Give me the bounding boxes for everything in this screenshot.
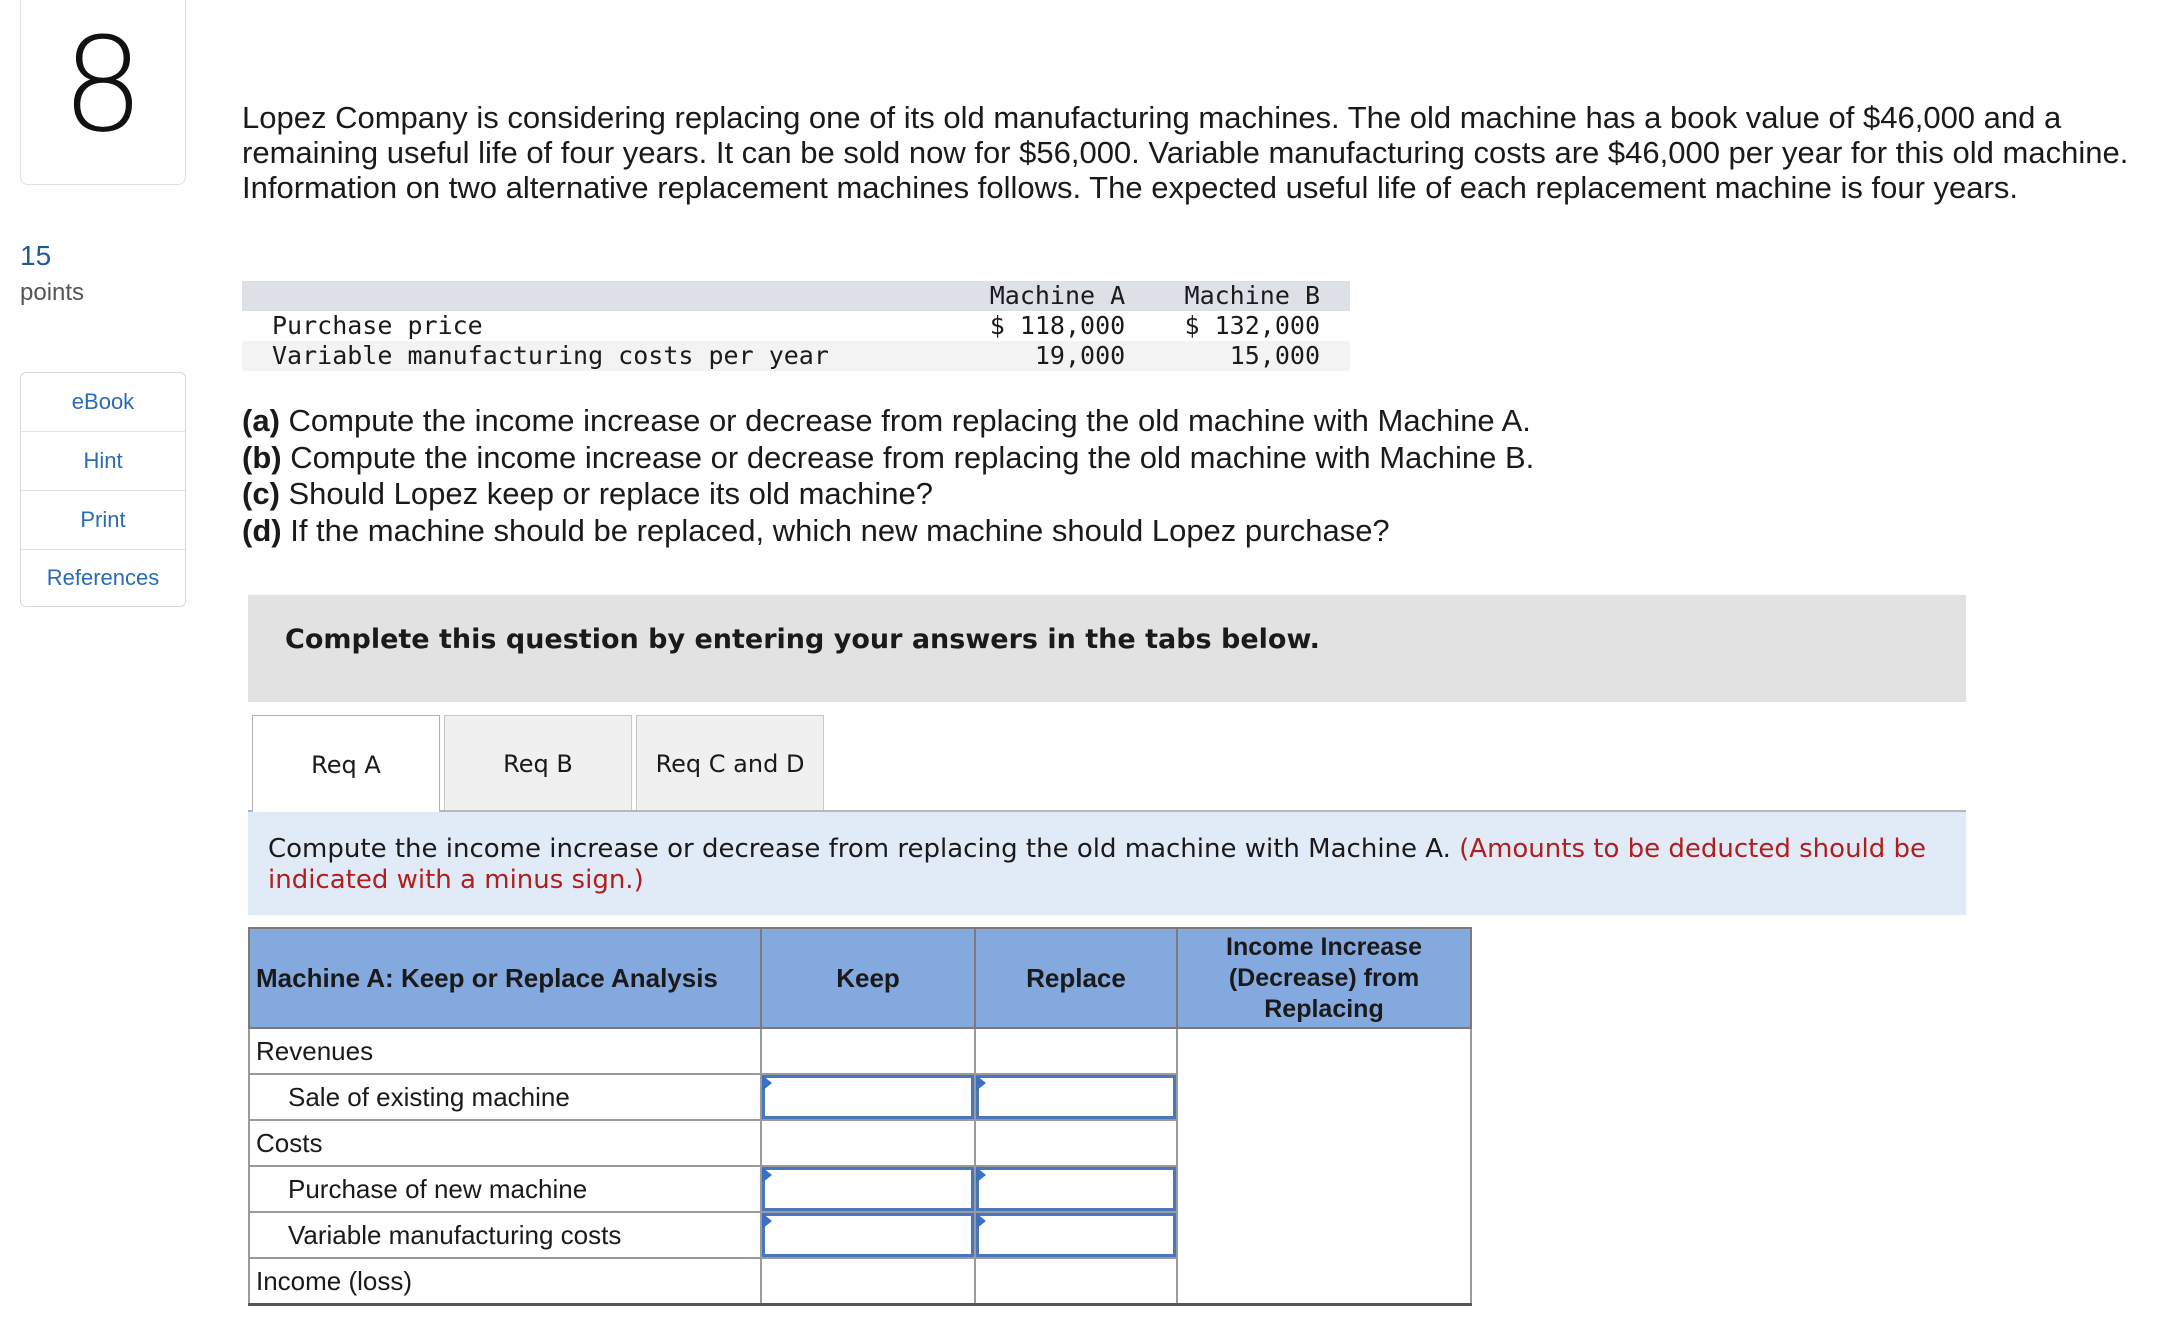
question-number: 8 (61, 8, 145, 161)
points-label: points (20, 279, 85, 306)
keep-cell (761, 1212, 975, 1258)
keep-replace-table (248, 927, 1472, 1306)
requirement-a (242, 403, 1534, 440)
requirement-text: Should Lopez keep or replace its old machine? (279, 476, 934, 511)
replace-cell (975, 1120, 1177, 1166)
instruction-paragraph (268, 834, 1958, 896)
ebook-link[interactable]: eBook (21, 373, 185, 432)
input-marker-icon (976, 1213, 986, 1229)
question-number-box (20, 0, 186, 185)
keep-cell (761, 1166, 975, 1212)
requirement-b (242, 440, 1534, 477)
row-label: Purchase of new machine (249, 1166, 761, 1212)
replace-column-header: Replace (975, 928, 1177, 1028)
requirement-text: If the machine should be replaced, which new machine should Lopez purchase? (281, 512, 1390, 548)
given-row-purchase-price (242, 311, 1350, 341)
requirement-tag: (d) (242, 512, 282, 548)
given-machine-a-value: $ 118,000 (989, 311, 1126, 340)
tab-req-c-and-d[interactable]: Req C and D (636, 715, 824, 811)
tab-instruction (248, 812, 1966, 915)
keep-cell (761, 1028, 975, 1074)
problem-statement: Lopez Company is considering replacing one of its old manufacturing machines. The old machine has a book value of $46,000 and a remaining useful life of four years. It can be sold now for $56,000. Variable manufacturing costs are $46,000 per year for this old machine. Information on two alternative replacement machines follows. The expected useful life of each replacement machine is four years. (242, 100, 2129, 205)
result-cell (1177, 1028, 1471, 1258)
sale-replace-input[interactable] (976, 1075, 1176, 1119)
input-marker-icon (762, 1213, 772, 1229)
input-marker-icon (762, 1075, 772, 1091)
variable-replace-input[interactable] (976, 1213, 1176, 1257)
variable-keep-input[interactable] (762, 1213, 974, 1257)
keep-cell (761, 1258, 975, 1305)
points-value: 15 (20, 240, 52, 271)
analysis-header-row (249, 928, 1471, 1028)
given-row-label: Variable manufacturing costs per year (242, 341, 943, 371)
requirement-text: Compute the income increase or decrease from replacing the old machine with Machine A. (279, 403, 1531, 438)
replace-cell (975, 1258, 1177, 1305)
given-row-label: Purchase price (272, 311, 483, 340)
result-cell (1177, 1258, 1471, 1305)
row-revenues (249, 1028, 1471, 1074)
tab-req-a[interactable]: Req A (252, 715, 440, 813)
instruction-text: Compute the income increase or decrease from replacing the old machine with Machine A. (268, 834, 1460, 864)
print-link[interactable]: Print (21, 491, 185, 550)
requirement-d (242, 513, 1534, 550)
requirement-tabs (252, 715, 828, 812)
given-data-table (242, 281, 1350, 371)
analysis-title-header: Machine A: Keep or Replace Analysis (249, 928, 761, 1028)
tab-req-b[interactable]: Req B (444, 715, 632, 811)
replace-cell (975, 1166, 1177, 1212)
resource-menu (20, 372, 186, 607)
requirement-c (242, 476, 1534, 513)
input-marker-icon (976, 1075, 986, 1091)
references-link[interactable]: References (46, 565, 160, 590)
requirement-text: Compute the income increase or decrease from replacing the old machine with Machine B. (281, 439, 1535, 475)
requirement-tag: (c) (242, 476, 280, 511)
row-label: Revenues (249, 1028, 761, 1074)
row-income-loss (249, 1258, 1471, 1305)
input-marker-icon (762, 1167, 772, 1183)
row-label: Costs (249, 1120, 761, 1166)
sale-keep-input[interactable] (762, 1075, 974, 1119)
instructions-banner (248, 595, 1966, 702)
given-machine-b-value: 15,000 (1129, 341, 1350, 371)
given-header-blank (242, 281, 943, 311)
given-row-variable-costs (242, 341, 1350, 371)
requirements-list (242, 403, 1534, 549)
row-label: Sale of existing machine (249, 1074, 761, 1120)
replace-cell (975, 1212, 1177, 1258)
result-column-header: Income Increase (Decrease) from Replacing (1177, 928, 1471, 1028)
banner-text: Complete this question by entering your answers in the tabs below. (285, 624, 1320, 655)
row-label: Income (loss) (249, 1258, 761, 1305)
given-machine-b-value: $ 132,000 (1184, 311, 1320, 340)
given-machine-a-value: 19,000 (943, 341, 1129, 371)
given-header-row (242, 281, 1350, 311)
requirement-tag: (b) (242, 439, 282, 475)
given-header-machine-a: Machine A (943, 281, 1129, 311)
keep-cell (761, 1120, 975, 1166)
purchase-replace-input[interactable] (976, 1167, 1176, 1211)
row-label: Variable manufacturing costs (249, 1212, 761, 1258)
replace-cell (975, 1028, 1177, 1074)
instruction-note: (Amounts to be deducted should be indicated with a minus sign.) (268, 834, 1927, 895)
keep-cell (761, 1074, 975, 1120)
requirement-tag: (a) (242, 403, 280, 438)
replace-cell (975, 1074, 1177, 1120)
keep-column-header: Keep (761, 928, 975, 1028)
purchase-keep-input[interactable] (762, 1167, 974, 1211)
hint-link[interactable]: Hint (21, 432, 185, 491)
input-marker-icon (976, 1167, 986, 1183)
given-header-machine-b: Machine B (1129, 281, 1350, 311)
